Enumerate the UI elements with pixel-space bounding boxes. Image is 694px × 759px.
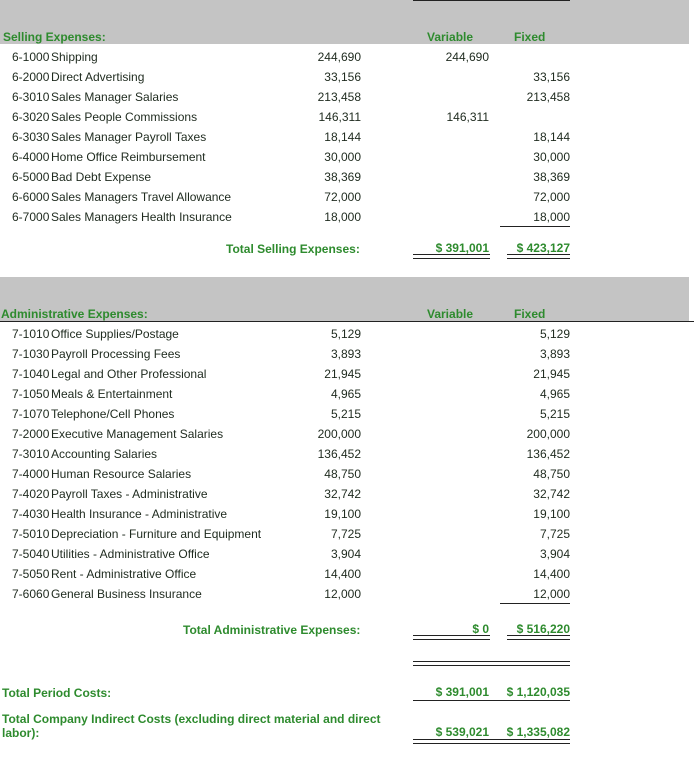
fixed-value: 30,000 xyxy=(533,150,570,164)
amount-value: 5,215 xyxy=(330,407,361,421)
fixed-value: 5,215 xyxy=(539,407,570,421)
fixed-value: 18,144 xyxy=(533,130,570,144)
expense-row xyxy=(0,544,694,564)
expense-row xyxy=(0,127,694,147)
fixed-value: 136,452 xyxy=(526,447,570,461)
admin-fixed-header: Fixed xyxy=(514,307,546,321)
expense-row xyxy=(0,464,694,484)
account-name: Home Office Reimbursement xyxy=(51,150,206,164)
period-total-variable: $ 391,001 xyxy=(435,685,489,699)
amount-value: 38,369 xyxy=(324,170,361,184)
account-code: 6-6000 xyxy=(12,190,50,204)
admin-fixed-subtotal-line xyxy=(500,603,570,604)
account-name: Payroll Taxes - Administrative xyxy=(51,487,208,501)
amount-value: 3,904 xyxy=(330,547,361,561)
account-code: 7-1010 xyxy=(12,327,50,341)
expense-row xyxy=(0,67,694,87)
expense-row xyxy=(0,364,694,384)
admin-variable-header: Variable xyxy=(427,307,474,321)
account-code: 7-1070 xyxy=(12,407,50,421)
expense-row xyxy=(0,564,694,584)
expense-row xyxy=(0,524,694,544)
expense-row xyxy=(0,324,694,344)
expense-row xyxy=(0,424,694,444)
variable-value: 244,690 xyxy=(445,50,489,64)
fixed-value: 21,945 xyxy=(533,367,570,381)
fixed-value: 14,400 xyxy=(533,567,570,581)
selling-title: Selling Expenses: xyxy=(3,30,106,44)
account-code: 7-3010 xyxy=(12,447,50,461)
company-total-label: Total Company Indirect Costs (excluding direct material and direct labor): xyxy=(2,712,381,740)
account-code: 6-7000 xyxy=(12,210,50,224)
selling-total-variable-underline xyxy=(413,254,490,259)
fixed-value: 19,100 xyxy=(533,507,570,521)
selling-fixed-subtotal-line xyxy=(500,226,570,227)
admin-title: Administrative Expenses: xyxy=(1,307,148,321)
account-code: 6-2000 xyxy=(12,70,50,84)
account-name: Accounting Salaries xyxy=(51,447,158,461)
account-code: 7-4020 xyxy=(12,487,50,501)
selling-fixed-header: Fixed xyxy=(514,30,546,44)
account-name: Health Insurance - Administrative xyxy=(51,507,228,521)
admin-total-variable-underline xyxy=(413,635,490,640)
company-total-variable: $ 539,021 xyxy=(435,725,489,739)
expense-row xyxy=(0,504,694,524)
expense-row xyxy=(0,584,694,604)
account-name: Executive Management Salaries xyxy=(51,427,224,441)
amount-value: 18,000 xyxy=(324,210,361,224)
amount-value: 32,742 xyxy=(324,487,361,501)
fixed-value: 48,750 xyxy=(533,467,570,481)
selling-total-variable: $ 391,001 xyxy=(435,241,489,255)
account-code: 7-4000 xyxy=(12,467,50,481)
fixed-value: 213,458 xyxy=(526,90,570,104)
period-total-fixed: $ 1,120,035 xyxy=(506,685,570,699)
amount-value: 244,690 xyxy=(317,50,361,64)
account-name: Sales Managers Health Insurance xyxy=(51,210,232,224)
account-name: Direct Advertising xyxy=(51,70,145,84)
account-name: Sales Manager Salaries xyxy=(51,90,179,104)
account-name: General Business Insurance xyxy=(51,587,202,601)
admin-total-fixed-underline xyxy=(507,635,570,640)
account-code: 7-5010 xyxy=(12,527,50,541)
fixed-value: 5,129 xyxy=(539,327,570,341)
account-code: 7-1040 xyxy=(12,367,50,381)
admin-header-border xyxy=(0,321,694,322)
period-total-label: Total Period Costs: xyxy=(2,686,112,700)
amount-value: 3,893 xyxy=(330,347,361,361)
amount-value: 21,945 xyxy=(324,367,361,381)
selling-total-fixed-underline xyxy=(507,254,570,259)
amount-value: 14,400 xyxy=(324,567,361,581)
account-name: Sales Managers Travel Allowance xyxy=(51,190,232,204)
account-code: 7-1050 xyxy=(12,387,50,401)
account-code: 7-2000 xyxy=(12,427,50,441)
account-code: 6-4000 xyxy=(12,150,50,164)
fixed-value: 18,000 xyxy=(533,210,570,224)
account-name: Payroll Processing Fees xyxy=(51,347,181,361)
account-name: Depreciation - Furniture and Equipment xyxy=(51,527,262,541)
expense-row xyxy=(0,107,694,127)
amount-value: 7,725 xyxy=(330,527,361,541)
expense-row xyxy=(0,384,694,404)
account-code: 7-6060 xyxy=(12,587,50,601)
account-code: 6-3020 xyxy=(12,110,50,124)
account-name: Rent - Administrative Office xyxy=(51,567,197,581)
amount-value: 48,750 xyxy=(324,467,361,481)
amount-value: 136,452 xyxy=(317,447,361,461)
amount-value: 33,156 xyxy=(324,70,361,84)
account-name: Shipping xyxy=(51,50,98,64)
amount-value: 213,458 xyxy=(317,90,361,104)
account-name: Sales Manager Payroll Taxes xyxy=(51,130,207,144)
expense-row xyxy=(0,187,694,207)
account-name: Legal and Other Professional xyxy=(51,367,207,381)
account-code: 6-1000 xyxy=(12,50,50,64)
fixed-value: 32,742 xyxy=(533,487,570,501)
account-name: Meals & Entertainment xyxy=(51,387,173,401)
account-name: Bad Debt Expense xyxy=(51,170,152,184)
fixed-value: 38,369 xyxy=(533,170,570,184)
fixed-value: 3,893 xyxy=(539,347,570,361)
top-underline xyxy=(413,0,570,1)
amount-value: 72,000 xyxy=(324,190,361,204)
fixed-value: 4,965 xyxy=(539,387,570,401)
expense-row xyxy=(0,344,694,364)
fixed-value: 33,156 xyxy=(533,70,570,84)
account-name: Office Supplies/Postage xyxy=(51,327,179,341)
account-name: Utilities - Administrative Office xyxy=(51,547,210,561)
fixed-value: 72,000 xyxy=(533,190,570,204)
period-total-underline xyxy=(413,700,570,701)
variable-value: 146,311 xyxy=(446,110,489,124)
amount-value: 18,144 xyxy=(324,130,361,144)
admin-total-fixed: $ 516,220 xyxy=(516,622,570,636)
admin-total-label: Total Administrative Expenses: xyxy=(183,623,361,637)
account-name: Human Resource Salaries xyxy=(51,467,192,481)
expense-row xyxy=(0,47,694,67)
selling-variable-header: Variable xyxy=(427,30,474,44)
account-code: 6-3030 xyxy=(12,130,50,144)
spacer-double-rule xyxy=(413,661,570,666)
account-code: 7-4030 xyxy=(12,507,50,521)
account-name: Sales People Commissions xyxy=(51,110,198,124)
selling-total-fixed: $ 423,127 xyxy=(516,241,570,255)
company-total-fixed: $ 1,335,082 xyxy=(506,725,570,739)
fixed-value: 200,000 xyxy=(526,427,570,441)
amount-value: 4,965 xyxy=(330,387,361,401)
company-total-underline xyxy=(413,739,570,744)
expense-row xyxy=(0,484,694,504)
fixed-value: 12,000 xyxy=(533,587,570,601)
account-name: Telephone/Cell Phones xyxy=(51,407,175,421)
account-code: 7-1030 xyxy=(12,347,50,361)
amount-value: 30,000 xyxy=(324,150,361,164)
expense-row xyxy=(0,444,694,464)
selling-total-label: Total Selling Expenses: xyxy=(226,242,360,256)
account-code: 6-5000 xyxy=(12,170,50,184)
amount-value: 200,000 xyxy=(317,427,361,441)
amount-value: 19,100 xyxy=(324,507,361,521)
amount-value: 146,311 xyxy=(318,110,361,124)
fixed-value: 3,904 xyxy=(539,547,570,561)
fixed-value: 7,725 xyxy=(539,527,570,541)
admin-amount-subtotal-line xyxy=(300,603,361,604)
account-code: 7-5040 xyxy=(12,547,50,561)
expense-row xyxy=(0,87,694,107)
expense-row xyxy=(0,207,694,227)
expense-row xyxy=(0,147,694,167)
account-code: 6-3010 xyxy=(12,90,50,104)
expense-row xyxy=(0,167,694,187)
amount-value: 5,129 xyxy=(330,327,361,341)
account-code: 7-5050 xyxy=(12,567,50,581)
expense-row xyxy=(0,404,694,424)
amount-value: 12,000 xyxy=(324,587,361,601)
admin-total-variable: $ 0 xyxy=(472,622,489,636)
